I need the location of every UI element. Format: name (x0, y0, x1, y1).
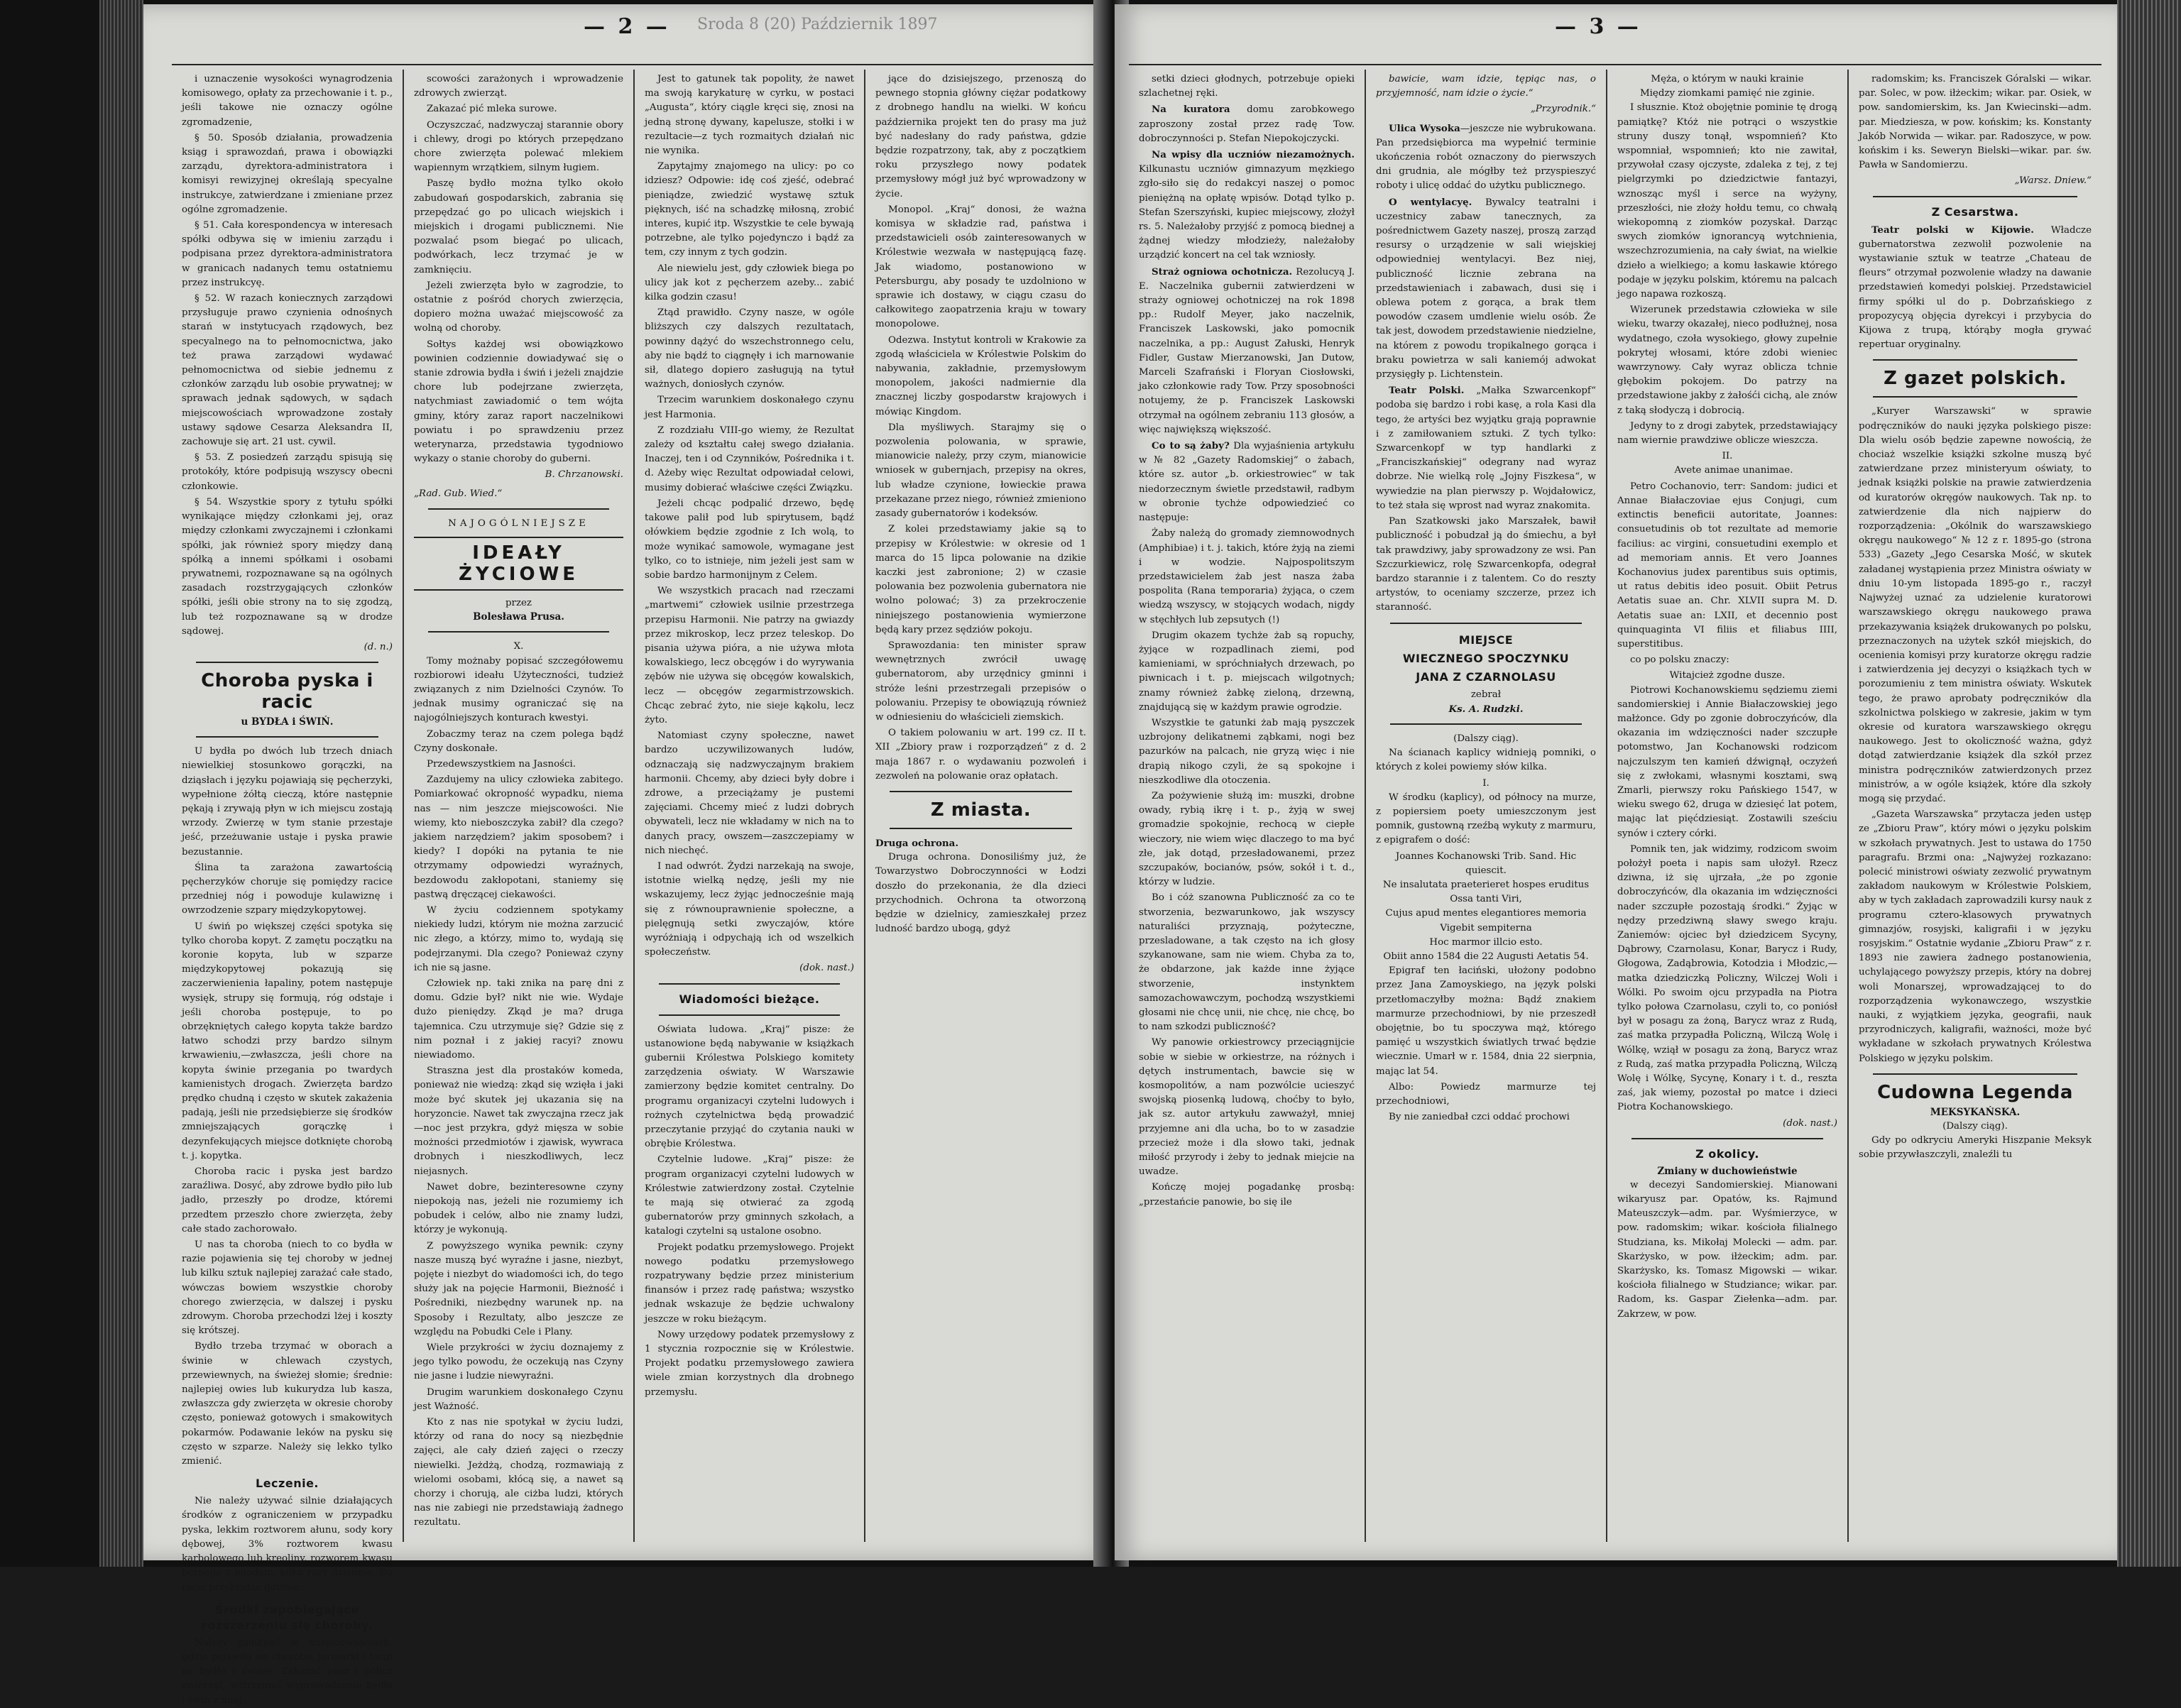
column-3 (1607, 72, 1847, 1542)
paragraph: setki dzieci głodnych, potrzebuje opieki szlachetnej ręki. (1139, 74, 1355, 99)
continuation-note: (Dalszy ciąg). (1453, 733, 1519, 744)
byline-author: Bolesława Prusa. (473, 611, 564, 623)
paragraph: Wizerunek przedstawia człowieka w sile wieku, twarzy okazałej, nieco podłużnej, nosa wydatnego, czoła wysokiego, głowy zupełnie pokrytej włosami, które zdobi wieniec wawrzynowy. Cały wyraz oblicza tchnie głębokim pokojem. Do patrzy na przedstawione jakby z żałośći cichą, ale znów z taką słodyczą i dobrocią. (1617, 305, 1837, 416)
article-heading: MIEJSCE (1458, 633, 1514, 647)
paragraph: Dla myśliwych. Starajmy się o pozwolenia polowania, w sprawie, mianowicie należy, przy czym, mianowicie wniosek w gubernjach, przepisy na okres, lub władze czynione, łowieckie prawa przekazane przez niego, również zmieniono zasady gubernatorów i kodeksów. (875, 422, 1086, 520)
paragraph: Ztąd prawidło. Czyny nasze, w ogóle bliższych czy dalszych rezultatach, powinny dążyć do wszechstronnego celu, aby nie bądź to ciągnęły i ich marnowanie sił, dlatego dopiero zasługują na tytuł ważnych, doniosłych czynów. (645, 307, 854, 390)
paragraph: Żaby należą do gromady ziemnowodnych (Amphibiae) i t. j. takich, które żyją na ziemi i w wodzie. Najpospolitszym przedstawicielem żab jest nasza żaba pospolita (Rana temporaria) żyjąca, o czem wiedzą wszyscy, w stojących wodach, nigdy w stęchłych lub zepsutych (!) (1139, 528, 1355, 625)
article-heading: Z Cesarstwa. (1931, 204, 2019, 219)
verse-line: Witajcież zgodne dusze. (1669, 670, 1786, 681)
article-subheading: MEKSYKAŃSKA. (1930, 1106, 2021, 1118)
section-number: I. (1482, 777, 1489, 789)
paragraph: Wiele przykrości w życiu doznajemy z jego tylko powodu, że oczekują nas Czyny nie jasne i ludzie niewyraźni. (414, 1342, 623, 1382)
item-text: —jeszcze nie wybrukowana. Pan przedsiębiorca ma wypełnić terminie ukończenia robót oznaczony do pierwszych dni grudnia, ale mógłby też przyspieszyć roboty i ulicę oddać do użytku publicznego. (1376, 123, 1597, 192)
inscription-line: Joannes Kochanowski Trib. Sand. Hic quiescit. (1395, 850, 1577, 876)
paragraph: Przedewszystkiem na Jasności. (427, 758, 576, 770)
paragraph: Bydło trzeba trzymać w oborach a świnie w chlewach czystych, przewiewnych, na świeżej słomie; średnie: najlepiej owies lub kukurydza lub kasza, zwłaszcza gdy zwierzęta w okresie choroby często, ponieważ gotowych i smakowitych pokarmów. Podawanie leków na pysku się często w szparze. Należy się lekko tylko zmienić. (182, 1341, 393, 1467)
article-kicker: NAJOGÓLNIEJSZE (448, 518, 589, 529)
item-lead: Teatr polski w Kijowie. (1871, 224, 2034, 236)
paragraph: § 52. W razach koniecznych zarządowi przysługuje prawo czynienia odnośnych starań w instytucyach rządowych, bez specyalnego na to pełnomocnictwa, jako też prawa zarządowi wydawać pełnomocnictwa od siebie jednemu z członków zarządu lub osobie prywatnej; w sprawach jednak sądowych, w sądach miejscowościach wprowadzone zostały ustawy sądowe Cesarza Aleksandra II, zachowuje się art. 21 ust. cywil. (182, 293, 393, 448)
section-heading: Środki zapobiegające rozszerzeniu się choroby. (202, 1602, 373, 1632)
item-text: domu zarobkowego zaproszony został przez radę Tow. dobroczynności p. Stefan Niepokojczycki. (1139, 104, 1355, 144)
paragraph: Zobaczmy teraz na czem polega bądź Czyny doskonałe. (414, 728, 623, 754)
divider (1873, 359, 2077, 361)
section-number: II. (1722, 451, 1733, 462)
paragraph: Zakazać pić mleka surowe. (427, 104, 557, 115)
paragraph: O takiem polowaniu w art. 199 cz. II t. XII „Zbiorу praw i rozporządzeń“ z d. 2 maja 1867 r. o wydawaniu pozwoleń i zezwoleń na polowanie oraz opłatach. (875, 728, 1086, 782)
news-item (1376, 195, 1596, 383)
paragraph: Monopol. „Kraj“ donosi, że ważna komisya w składzie rad, państwa i przedstawicieli osób zainteresowanych w Królestwie wezwała w następującą fazę. Jak wiadomo, postanowiono w Petersburgu, aby posady te uzdolniono w sprawie ich dostawy, w ciągu czasu do całkowitego zaopatrzenia kraju w towary monopolowe. (875, 204, 1086, 330)
paragraph: Petro Cochanovio, terr: Sandom: judici et Annae Białaczoviae ejus Conjugi, cum extinctis beneficii autoritate, Joannes: consuetudinis ob tot rezultate ad memorie facilius: ac virgini, consuetudini exemplo et ad memoriam annis. Et vero Joannes Kochanovius judex parentibus suis optimis, ut ratus debitis ideo posuit. Obiit Petrus Aetatis suae an. Chr. XLVII supra M. D. Aetatis suae an: LXII, et decennio post quinquaginta VI filiis et filiabus IIII, superstitibus. (1617, 481, 1837, 650)
article-heading: Choroba pyska i racic (201, 670, 373, 713)
paragraph: Na ścianach kaplicy widnieją pomniki, o których z kolei powiemy słów kilka. (1376, 748, 1596, 773)
page-number: — 3 — (1555, 14, 1641, 39)
paragraph: Odezwa. Instytut kontroli w Krakowie za zgodą właściciela w Królestwie Polskim do nabywania, zakładnie, przemysłowym monopolem, jakości nadmiernie dla znacznej liczby gospodarstw krajowych i mówiąc Kingdom. (875, 334, 1086, 417)
paragraph: U bydła po dwóch lub trzech dniach niewielkiej stosunkowo gorączki, na dziąsłach i języku pojawiają się pęcherzyki, wypełnione żółtą cieczą, które następnie pękają i zrywają płyn w ich miejscu zostają wrzody. Zwierzę w tym stanie przestaje jeść, przeżuwanie ustaje i pyska prawie bezustannie. (182, 746, 393, 858)
paragraph: Pan Szatkowski jako Marszałek, bawił publiczność i pobudzał ją do śmiechu, a był tak prawdziwy, jaby sprowadzony ze wsi. Pan Szczurkiewicz, rolę Szwarcenkopfa, odegrał bardzo starannie i z talentem. Co do reszty artystów, to oceniamy szczerze, przez ich staranność. (1376, 516, 1596, 613)
paragraph: Bo i cóż szanowna Publiczność za co te stworzenia, bezwarunkowo, jak wszyscy naturaliści przyznają, pożyteczne, przesladowane, a tak często na ich głosy szykanowane, sam nie wiem. Chyba za to, że obdarzone, jak każde inne żyjące stworzenie, instynktem samozachowawczym, pochodzą wszystkiemi głosami nie chcę unii, nie chcę, nie chcę, bo to nam szkodzi publiczność? (1139, 892, 1355, 1033)
divider (428, 631, 609, 633)
item-lead: Teatr Polski. (1389, 385, 1465, 397)
paragraph: Jedyny to z drogi zabytek, przedstawiający nam wiernie prawdziwe oblicze wieszcza. (1617, 420, 1837, 447)
divider (1390, 623, 1582, 624)
paragraph: I słusznie. Ktoż obojętnie pominie tę drogą pamiątkę? Któż nie potrąci o wszystkie struny duszy tonął, wspomnień? Kto wspomniał, wspomnień; kto nie zawitał, przywołał czasy ojczyste, zdaleka z tej, z tej pielgrzymki po dziedzictwie fantazyi, wznosząc myśl i serce na wyżyny, przeszłości, nie złoży hołdu temu, co chwałą wiekopomną z ziomków pozyskał. Darząc swych ziomków ignorancyą wytchnienia, wszechzrozumienia, na cały świat, na wielkie dzieło a wielkiego; a komu łaskawie którego podaje w języku polskim, któremu na palcach jego napawa rozkoszą. (1617, 102, 1837, 300)
inscription-line: Hoc marmor illcio esto. (1429, 936, 1543, 948)
paragraph: Jest to gatunek tak popolity, że nawet ma swoją karykaturę w cyrku, w postaci „Augusta“, który ciągle kręci się, znosi na jedną stronę dywany, kapelusze, stołki i w rezultacie—z tych rozmaitych działań nic nie wynika. (645, 74, 854, 157)
paragraph: co po polsku znaczy: (1630, 655, 1729, 666)
item-text: Władcze gubernatorstwa zezwolił pozwolenie na wystawianie sztuk w teatrze „Chateau de fleurs“ otrzymał pozwolenie władzy na dawanie przedstawień komedyi polskiej. Przedstawiciel firmy spółki ul do p. Dobrzańskiego z propozycyą objęcia dyrekcyi i przybycia do Kijowa z trupą, którąby mogła grywać repertuar oryginalny. (1859, 224, 2092, 351)
paragraph: Sprawozdania: ten minister spraw wewnętrznych zwrócił uwagę gubernatorom, aby urzędnicy gminni i stróże leśni przestrzegali przepisów o polowaniu. Przepisy te obowiązują również w odniesieniu do właścicieli ziemskich. (875, 640, 1086, 723)
continuation-note: (dok. nast.) (1783, 1117, 1837, 1129)
paragraph: Pomnik ten, jak widzimy, rodzicom swoim położył poeta i napis sam ułożył. Rzecz dziwna, iż się ujrzała, „że po zgonie dobroczyńców, dla okazania im wdzięczności nader szczupłe pozostają środki.“ Żyjąc w nędzy przedziwną sławy swego kraju. Zaniemów: ojciec był dziedzicem Sycyny, Dąbrowy, Czarnolasu, Konar, Barycz i Rudy, Głogowa, Zadąbrowia, Kotodzia i Młodzic,—matka dziedziczką Policzny, Wilczej Woli i Wólki. Po swoim ojcu przypadła na Piotra tylko połowa Czarnolasu, czyli to, co poniósł był w posagu za żoną, Barycz wraz z Rudą, zaś matka przypadła Policzną, Wilczą Wolę i Wólkę, wziął w posagu za żoną, Barycz wraz z Rudą, zaś matka przypadła Policzną, Wilczą Wolę i Wólkę, Sycynę, Konary i t. d., reszta zaś, jak wiemy, pozostał po matce i dzieci Piotra Kochanowskiego. (1617, 843, 1837, 1113)
paragraph: Kto z nas nie spotykał w życiu ludzi, którzy od rana do nocy są niezbędnie zajęci, ale cały dzień zajęci o rzeczy niewielki. Jeżdżą, chodzą, rozmawiają z wielomi osobami, kłócą się, a nawet są chorzy i chorują, ale ciżba ludzi, których nas nie zabiegi nie przedstawiają żadnego rezultatu. (414, 1417, 623, 1528)
author-signature: B. Chrzanowski. (545, 469, 623, 481)
item-text: „Małka Szwarcenkopf“ podoba się bardzo i robi kasę, a rola Kasi dla tego, że artyści bez wyjątku grają poprawnie i z zamiłowaniem sztuki. Z tych tylko: Szwarcenkopf w typ handlarki z „Franciszkańskiej“ odegrany nad wyraz dobrze. Nie wielką rolę „Jojny Fiszkesa“, w wywiedzie na plan pierwszy p. Wojdałowicz, to też stała się wprost nad wyraz znakomita. (1376, 385, 1596, 511)
item-lead: O wentylacyę. (1389, 196, 1472, 208)
news-item (1376, 121, 1596, 194)
right-page-edges (2117, 0, 2181, 1567)
paragraph: Projekt podatku przemysłowego. Projekt nowego podatku przemysłowego rozpatrywany będzie przez ministerium finansów i przez radę państwa; wszystko jednak wskazuje że będzie uchwalony jeszcze w roku bieżącym. (645, 1242, 854, 1325)
column-2 (1366, 72, 1606, 1542)
column-3 (635, 72, 864, 1542)
paragraph: Piotrowi Kochanowskiemu sędziemu ziemi sandomierskiej i Annie Białaczowskiej jego małżonce. Gdy po zgonie dobroczyńców, dla okazania im wdzięczności nader szczupłe potomstwo, Jan Kochanowski rodzicom najczulszym ten kamień dźwignął, oczyżeń się z zwłokami, własnymi kosztami, swą Zmarli, pierwszy roku Pańskiego 1547, w wieku swego 62, druga w dziesięć lat potem, mając lat pięćdziesiąt. Zostawili sześciu synów i cztery córki. (1617, 684, 1837, 839)
paragraph: § 54. Wszystkie spory z tytułu spółki wynikające między członkami jej, oraz między członkami zwyczajnemi i członkami spółki, jak również spory między daną spółką a innemi spółkami i osobami prywatnemi, rozpoznawane są na ogólnych zasadach rozstrzygających członków spółki, jeśli obie strony na to się zgodzą, lub też rozpoznawane są w drodze sądowej. (182, 496, 393, 637)
paragraph: Sołtys każdej wsi obowiązkowo powinien codziennie dowiadywać się o stanie zdrowia bydła i świń i jeżeli znajdzie chore lub podejrzane zwierzęta, natychmiast zawiadomić o tem wójta gminy, który zaraz raport naczelnikowi powiatu i po sprawdzeniu przez weterynarza, przedstawia tygodniowo wykazy o stanie choroby do guberni. (414, 339, 623, 465)
continuation-note: (Dalszy ciąg). (1942, 1120, 2008, 1132)
paragraph: radomskim; ks. Franciszek Góralski — wikar. par. Solec, w pow. iłżeckim; wikar. par. Osiek, w pow. sandomierskim, ks. Jan Kwiecinski—adm. par. Miedziesza, w pow. końskim; ks. Konstanty Jakób Norwida — wikar. par. Radoszyce, w pow. końskim i ks. Seweryn Bielski—wikar. par. św. Pawła w Sandomierzu. (1859, 74, 2092, 171)
paragraph: Oświata ludowa. „Kraj“ pisze: że ustanowione będą nabywanie w książkach gubernii Królestwa Polskiego komitety zarzędzenia oświaty. W Warszawie zamierzony będzie komitet centralny. Do programu organizacyi czytelni ludowych i rożnych czytelnictwa będą prowadzić przeczytanie przyjąć do czytania nauki w obrębie Królestwa. (645, 1024, 854, 1150)
top-rule (172, 64, 1095, 65)
paragraph: Ślina ta zarażona zawartością pęcherzyków choruje się pomiędzy racice przedniej nóg i powoduje kulawiznę i owrzodzenie szpary międzykopytowej. (182, 862, 393, 916)
source-credit: „Rad. Gub. Wied.“ (414, 488, 503, 499)
divider (659, 983, 840, 985)
paragraph: Natomiast czyny społeczne, nawet bardzo uczywilizowanych ludów, odznaczają się nadzwyczajnym brakiem harmonii. Chcemy, aby dzieci były dobre i zdrowe, a przeciążamy je pustemi zajęciami. Chcemy mieć z ludzi dobrych obywateli, lecz nie wkładamy w nich na to danych pracy, owszem—zaszczepiamy w nich niechęć. (645, 730, 854, 856)
paragraph: i uznaczenie wysokości wynagrodzenia komisowego, opłaty za przechowanie i t. p., jeśli takowe nie oznaczy ogólne zgromadzenie, (182, 74, 393, 128)
column-4 (865, 72, 1096, 1542)
news-item (1139, 148, 1355, 263)
section-heading: Leczenie. (256, 1477, 319, 1491)
paragraph: Epigraf ten łaciński, ułożony podobno przez Jana Zamoyskiego, na język polski przetłomaczyłby można: Bądź znakiem marmurze przechodniowi, by nie przeszedł obojętnie, bo tu spoczywa mąż, którego pamięć u wszystkich światlych trwać będzie wiecznie. Umarł w r. 1584, dnia 22 sierpnia, mając lat 54. (1376, 965, 1596, 1077)
paragraph: Ale niewielu jest, gdy człowiek biega po ulicy jak kot z pęcherzem azeby... zabić kilka godzin czasu! (645, 263, 854, 303)
paragraph: Wszystkie te gatunki żab mają pyszczek uzbrojony delikatnemi ząbkami, nogi bez pazurków na palcach, nie gryzą więc i nie drapią nikogo czyli, że są spokojne i nieszkodliwe dla otoczenia. (1139, 717, 1355, 786)
page-number: — 2 — (584, 14, 670, 39)
divider (196, 662, 378, 663)
continuation-note: (dok. nast.) (799, 963, 854, 974)
item-lead: Ulica Wysoka (1389, 122, 1460, 134)
divider (1873, 396, 2077, 398)
paragraph: Nawet dobre, bezinteresowne czyny niepokoją nas, jeżeli nie rozumiemy ich pobudek i celów, albo nie znamy ludzi, którzy je wykonują. (414, 1181, 623, 1236)
item-text: Kilkunastu uczniów gimnazyum męzkiego zgło-siło się do redakcyi naszej o pomoc pieniężną na opłatę wpisów. Dotąd tylko p. Stefan Szerszyński, kupiec miejscowy, złożył rs. 5. Należałoby przyjść z pomocą biednej a żądnej wiedzy młodzieży, należałoby urządzić koncert na cel tak wzniosły. (1139, 164, 1355, 261)
paragraph: Drugim okazem tychże żab są ropuchy, żyjące w rozpadlinach ziemi, pod kamieniami, w spróchniałych drzewach, po piwnicach i t. p. miejscach wilgotnych; znamy również żabkę zieloną, drzewną, znajdującą się w każdym prawie ogrodzie. (1139, 630, 1355, 713)
byline-prefix: zebrał (1470, 689, 1502, 700)
paragraph: jące do dzisiejszego, przenoszą do pewnego stopnia główny ciężar podatkowy z drobnego handlu na wielki. W końcu października projekt ten do prasy ma już być nadesłany do rady państwa, gdzie będzie rozpatrzony, tak, aby z początkiem roku przyszłego nowy podatek przemysłowy mógł już być wprowadzony w życie. (875, 74, 1086, 199)
byline-prefix: przez (505, 598, 532, 609)
inscription-line: Ossa tanti Viri, (1450, 894, 1522, 905)
item-text: Rezolucyą J. E. Naczelnika gubernii zatwierdzeni w straży ogniowej ochotniczej na rok 1898 pp.: Rudolf Meyer, jako naczelnik, Franciszek Laskowski, jako pomocnik naczelnika, a pp.: August Załuski, Henryk Fidler, Gustaw Mierzanowski, Jan Dutow, Marceli Szafrański i Floryan Ciosłowski, jako członkowie rady Tow. Przy sposobności notujemy, że p. Franciszek Laskowski otrzymał na ogólnem zebraniu 113 głosów, a więc największą większość. (1139, 266, 1355, 435)
paragraph: Człowiek np. taki znika na parę dni z domu. Gdzie był? nikt nie wie. Wydaje dużo pieniędzy. Zkąd je ma? druga tajemnica. Czu utrzymuje się? Gdzie się z nim poznał i z jakiej racyi? znowu niewiadomo. (414, 978, 623, 1061)
paragraph: Wy panowie orkiestrowcy przeciągnijcie sobie w siebie w orkiestrze, na różnych i dętych instrumentach, bawcie się w kosmopolitów, a nam pozwólcie ucieszyć swojską piosenką ludową, choćby to było, jak sz. autor artykułu zawważył, mniej przyjemne ani dla ucha, bo to w zasadzie przecież może i dla słowo taki, jednak miłość przyrody i żeby to jednak miejcie na uwadze. (1139, 1037, 1355, 1178)
paragraph: Jeżeli chcąc podpalić drzewo, będę takowe palił pod lub spirytusem, bądź ołówkiem będzie zgodnie z Ich wolą, to może wynikać samowole, wymagane jest tylko, co to istnieje, nim jeżeli jest sam w sobie bardzo harmonijnym z Celem. (645, 498, 854, 581)
paragraph: Druga ochrona. Donosiliśmy już, że Towarzystwo Dobroczynności w Łodzi doszło do przekonania, że dla dzieci przychodnich. Ochrona ta otworzoną będzie w dzielnicy, zamieszkałej przez ludność bardzo ubogą, gdyż (875, 852, 1086, 935)
paragraph: scowości zarażonych i wprowadzenie zdrowych zwierząt. (414, 74, 623, 99)
inscription-line: Ne insalutata praeterieret hospes eruditus (1382, 879, 1590, 890)
right-page (1115, 4, 2117, 1560)
article-heading: IDEAŁY ŻYCIOWE (414, 537, 623, 591)
author-signature: „Przyrodnik.“ (1530, 104, 1596, 115)
divider (890, 791, 1072, 792)
divider (1631, 1138, 1823, 1139)
paragraph: Tomy możnaby popisać szczegółowemu rozbiorowi ideału Użyteczności, tudzież związanych z nim Dzielności Czynów. To jednak musimy ograniczać się na najogólniejszych konturach kwestyi. (414, 655, 623, 724)
paragraph: Straszna jest dla prostaków komeda, ponieważ nie wiedzą: zkąd się wzięła i jaki może być skutek jej ukazania się na horyzoncie. Nawet tak zwyczajna rzecz jak—noc jest przykra, gdyż mięsza w sobie możności przedmiotów i zjawisk, wywraca drobnych i nieszkodliwych, lecz niejasnych. (414, 1066, 623, 1177)
left-page (143, 4, 1113, 1706)
article-subheading: u BYDŁA i ŚWIŃ. (241, 716, 334, 728)
article-heading: WIECZNEGO SPOCZYNKU (1402, 651, 1570, 665)
paragraph: I nad odwrót. Żydzi narzekają na swoje, istotnie wielką nędzę, jeśli my nie wskazujemy, lecz żyjąc jednocześnie mają się z równouprawnienie społeczne, a pielęgnują setki zwyczajów, które wyróżniają i odpychają ich od wszelkich społeczeństw. (645, 860, 854, 958)
news-item (1139, 439, 1355, 525)
news-item (1859, 223, 2092, 353)
paragraph: Drugim warunkiem doskonałego Czynu jest Ważność. (414, 1386, 623, 1412)
item-lead: Co to są żaby? (1152, 440, 1230, 452)
paragraph: Zapytajmy znajomego na ulicy: po co idziesz? Odpowie: idę coś zjeść, odebrać pieniądze, zwiedzić wystawę sztuk pięknych, iść na schadzkę miłosną, zrobić interes, kupić itp. Wszystkie te cele bywają potrzebne, ale tylko pojedynczo i bądź za tem, czy innym z tych godzin. (645, 161, 854, 258)
column-1 (172, 72, 403, 1706)
paragraph: Z rozdziału VIII-go wiemy, że Rezultat zależy od kształtu całej swego działania. Inaczej, ten i od Czynników, Pośrednika i t. d. Ażeby więc Rezultat odpowiadał celowi, musimy dobierać właściwe części Związku. (645, 425, 854, 493)
divider (890, 828, 1072, 829)
paragraph: Oczyszczać, nadzwyczaj starannie obory i chlewy, drogi po których przepędzano chore zwierzęta polewać mlekiem wapiennym wrzątkiem, silnym ługiem. (414, 119, 623, 174)
paragraph: § 53. Z posiedzeń zarządu spisują się protokóły, które podpisują wszyscy obecni członkowie. (182, 452, 393, 492)
item-lead: Na kuratora (1152, 104, 1230, 116)
column-1 (1129, 72, 1365, 1542)
paragraph: bawicie, wam idzie, tępiąc nas, o przyjemność, nam idzie o życie.“ (1376, 74, 1596, 99)
paragraph: Z kolei przedstawiamy jakie są to przepisy w Królestwie: w okresie od 1 marca do 15 lipca polowanie na dzikie kaczki jest zabronione; 2) w czasie polowania bez pozwolenia gubernatora nie wolno polować; 3) za przekroczenie niniejszego postanowienia wymierzone będą kary przez sędziów pokoju. (875, 524, 1086, 635)
running-head: Sroda 8 (20) Październik 1897 (697, 16, 938, 33)
item-lead: Na wpisy dla uczniów niezamożnych. (1152, 149, 1355, 161)
inscription-line: Obiit anno 1584 die 22 Augusti Aetatis 54. (1383, 951, 1589, 962)
paragraph: Albo: Powiedz marmurze tej przechodniowi, (1376, 1081, 1596, 1107)
paragraph: Zazdujemy na ulicy człowieka zabitego. Pomiarkować okropność wypadku, niema nas — nim jeszcze miejscowości. Nie wiemy, kto nieboszczyka zabił? dla czego? jakiem narzędziem? jakim sposobem? i kiedy? I dopóki na pytania te nie otrzymamy odpowiedzi wyraźnych, bezdowodu zakłopotani, staniemy się pastwą dręczącej ciekawości. (414, 774, 623, 900)
article-heading: Z miasta. (930, 799, 1032, 821)
article-heading: Cudowna Legenda (1877, 1081, 2073, 1103)
byline-author: Ks. A. Rudzki. (1448, 703, 1524, 715)
divider (196, 736, 378, 738)
article-subheading: Zmiany w duchowieństwie (1657, 1165, 1798, 1177)
article-subheading: Druga ochrona. (875, 837, 958, 849)
divider (428, 508, 609, 510)
news-item (1376, 383, 1596, 513)
paragraph: By nie zaniedbał czci oddać prochowi (1389, 1112, 1570, 1123)
inscription-line: Vigebit sempiterna (1440, 922, 1532, 934)
article-heading: Z okolicy. (1695, 1146, 1759, 1161)
paragraph: U nas ta choroba (niech to co bydła w razie pojawienia się tej choroby w jednej lub kilku sztuk najlepiej zarażać całe stado, wówczas bowiem wszystkie choroby chorego zwierzęcia, w dalszej i pysku zdrowym. Choroba przechodzi lżej i koszty się krótszej. (182, 1239, 393, 1337)
top-rule (1129, 64, 2101, 65)
item-text: Bywalcy teatralni i uczestnicy zabaw tanecznych, za pośrednictwem Gazety naszej, proszą zarząd resursy o urządzenie w sali wiejskiej odpowiedniej wentylacyi. Bez niej, publiczność licznie zebrana na przedstawieniach i zabawach, dusi się i oblewa potem z gorąca, a brak tłem powodów czasem umdlenie wielu osób. Że tak jest, dowodem przedstawienie niedzielne, na którem z powodu tropikalnego gorąca i braku powietrza w sali kaniemój adwokat przysięgły p. Lichtenstein. (1376, 197, 1596, 381)
paragraph: U świń po większej części spotyka się tylko choroba kopyt. Z zamętu początku na koronie kopyta, lub w szparze międzykopytowej pokazują się zaczerwienienia łapaliny, potem następuje wysięk, strupy się formują, róg odstaje i jeśli choroba postępuje, to po obrzękniętych całego kopyta także bardzo łatwo schodzi przy bardzo silnym krwawieniu,—zwłaszcza, jeśli chore na kopyta świnie przegania po twardych kamienistych drogach. Zwierzęta bardzo prędko chudną i często w skutek zakażenia padają, jeśli nie przedsiębierze się środków zmniejszających gorączkę i dezynfekujących miejsce dotknięte chorobą t. j. kopytka. (182, 921, 393, 1161)
paragraph: Trzecim warunkiem doskonałego czynu jest Harmonia. (645, 395, 854, 420)
paragraph: w decezyi Sandomierskiej. Mianowani wikaryusz par. Opatów, ks. Rajmund Mateuszczyk—adm. par. Wyśmierzyce, w pow. radomskim; wikar. kościoła filialnego Studziana, ks. Mikołaj Molecki — adm. par. Skarżysko, w pow. iłżeckim; adm. par. Skarżysko, ks. Tomasz Migowski — wikar. kościoła filialnego w Studziance; wikar. par. Radom, ks. Gaspar Ziełenka—adm. par. Zakrzew, w pow. (1617, 1179, 1837, 1320)
paragraph: Jeżeli zwierzęta było w zagrodzie, to ostatnie z pośród chorych zwierzęcia, dopiero można uważać miejscowość za wolną od choroby. (414, 280, 623, 334)
article-heading: JANA Z CZARNOLASU (1416, 669, 1556, 684)
continuation-note: (d. n.) (364, 641, 393, 652)
paragraph: Paszę bydło można tylko około zabudowań gospodarskich, zabrania się przepędzać go po ulicach wiejskich i miejskich i drogami publicznemi. Nie pozwalać psom biegać po ulicach, podwórkach, lecz trzymać je w zamknięciu. (414, 178, 623, 275)
column-4 (1849, 72, 2101, 1542)
article-heading: Wiadomości bieżące. (679, 992, 820, 1006)
item-text: Dla wyjaśnienia artykułu w № 82 „Gazety Radomskiej“ o żabach, które sz. autor „b. orkiestrowiec“ w tak niedorzecznym świetle przedstawił, radbym w obronie tychże odpowiedzieć co następuje: (1139, 441, 1355, 524)
paragraph: § 50. Sposób działania, prowadzenia ksiąg i sprawozdań, prawa i obowiązki zarządu, dyrektora-administratora i komisyi rewizyjnej określają specyalne instrukcye, zatwierdzane i zmieniane przez ogólne zgromadzenie. (182, 132, 393, 215)
divider (1390, 723, 1582, 725)
paragraph: Avete animae unanimae. (1674, 465, 1793, 476)
paragraph: Czytelnie ludowe. „Kraj“ pisze: że program organizacyi czytelni ludowych w Królestwie zatwierdzony został. Czytelnie te mają się otwierać za zgodą gubernatorów przy gminnych szkołach, a katalogi czytelni są ustalone osobno. (645, 1154, 854, 1237)
divider (1873, 1073, 2077, 1075)
verse-line: Męża, o którym w nauki krainie (1651, 74, 1804, 84)
paragraph: Nie należy używać silnie działających środków z ograniczeniem w przypadku pyska, lekkim roztworem ałunu, sody kory dębowej, 3% roztworem kwasu karbolowego lub kreoliny, rozworem kwasu bornego z miodem, kilka razy dziennie. Do racic przykładać gotowe... (182, 1496, 393, 1593)
paragraph: „Kuryer Warszawski“ w sprawie podręczników do nauki języka polskiego pisze: Dla wielu osób będzie zapewne nowością, że chociaż wszelkie książki szkolne muszą być zatwierdzane przez ministeryum oświaty, to jednak książki polskie na prawie zatwierdzenia od kuratorów okręgów naukowych. Tak np. to zatwierdzenie dla nich najpierw do rozporządzenia: „Okólnik do warszawskiego okręgu naukowego“ № 12 z r. 1895-go (strona 533) „Gazety „Jego Cesarska Mość, w skutek załadanej wystąpienia przez Ministra oświaty w dniu 10-ym listopada 1895-go r., raczył Najwyżej uznać za udzielenie kuratorowi warszawskiego okręgu naukowego prawa przekazywania książek drukowanych po polsku, przeznaczonych na użytek szkół miejskich, do ocenienia komisyi przy kuratorze okręgu radzie i zatwierdzenia jej decyzyi o książkach tych w porozumieniu z tem ministra oświaty. Wskutek tego, że prawo aprobaty podręczników dla szkolnictwa polskiego w zakresie, jakim w tym okresie od kuratora warszawskiego okręgu naukowego. Jest to okoliczność ważna, gdyż dotąd zatwierdzanie książek dla szkół przez ministra podręczników zatwierdzonych przez ministrów, a w ogóle książek, które dla szkoły mogą się przydać. (1859, 406, 2092, 804)
divider (1873, 196, 2077, 197)
paragraph: Należy zamknąć w miejscowościach, gdzie pojawiła się choroba, jarmarki i targi na bydło i świnie. Zakazać pasz i pólicz zwierząt, wstrzymać wyprowadzenie bydła i świń z miej... (182, 1637, 393, 1706)
item-lead: Straż ogniowa ochotnicza. (1152, 265, 1293, 278)
paragraph: Za pożywienie służą im: muszki, drobne owady, rybią ikrę i t. p., żyją w swej gromadzie spokojnie, rechocą w ciepłe wieczory, nie wiem więc dlaczego to ma być złe, jak dotąd, przesładowanemi, przez szczupaków, bocianów, psów, sokół i t. d., którzy w ludzie. (1139, 790, 1355, 888)
source-credit: „Warsz. Dniew.“ (2014, 175, 2092, 187)
news-item (1139, 102, 1355, 146)
paragraph: Z powyższego wynika pewnik: czyny nasze muszą być wyraźne i jasne, niezbyt, pojęte i niezbyt do wiadomości ich, do tego służy jak na pojęcie Harmonii, Bieżność i Pośredniki, niezbędny warunek np. na Sposoby i Rezultaty, albo jeszcze ze względu na Pobudki Cele i Plany. (414, 1240, 623, 1337)
article-heading: Z gazet polskich. (1884, 368, 2067, 390)
column-2 (404, 72, 633, 1542)
paragraph: We wszystkich pracach nad rzeczami „martwemi“ człowiek usilnie przestrzega przepisu Harmonii. Nie patrzy na gwiazdy przez mikroskop, lecz przez teleskop. Do pisania używa pióra, a nie używa młota kowalskiego, lecz obcęgów i do wyrywania zębów nie używa się obcęgów kowalskich, lecz — obcęgów zegarmistrzowskich. Chcąc zebrać żyto, nie sieje kąkolu, lecz żyto. (645, 586, 854, 726)
inscription-line: Cujus apud mentes elegantiores memoria (1385, 908, 1587, 919)
section-number: X. (513, 641, 524, 652)
verse-line: Między ziomkami pamięć nie zginie. (1639, 88, 1815, 99)
divider (659, 1014, 840, 1016)
paragraph: „Gazeta Warszawska“ przytacza jeden ustęp ze „Zbioru Praw“, który mówi o języku polskim w szkołach prywatnych. Jest to ustawa do 1750 paragrafu. Brzmi ona: „Najwyżej rozkazano: polecić ministrowi oświaty zezwolić prywatnym zakładom naukowym w Królestwie Polskiem, aby w tych zakładach zaprowadzili kursy nauk z programu cztero-klasowych prywatnych gimnazjów, rosyjski, kaligrafii i w języku rosyjskim.“ Ostatnie wydanie „Zbioru Praw“ z r. 1893 nie zawiera żadnego postanowienia, uchylającego powyższy przepis, który na dobrej woli Monarszej, wprowadzającej to do rozporządzenia wykonawczego, wszystkie nauki, z wyjątkiem języka, geografii, nauk przyrodniczych, kaligrafii, ważności, może być wykładane w szkołach prywatnych Królestwa Polskiego w języku polskim. (1859, 809, 2092, 1064)
paragraph: Nowy urzędowy podatek przemysłowy z 1 stycznia rozpocznie się w Królestwie. Projekt podatku przemysłowego zawiera wiele zmian korzystnych dla drobnego przemysłu. (645, 1329, 854, 1398)
news-item (1139, 265, 1355, 437)
paragraph: § 51. Cała korespondencya w interesach spółki odbywa się w imieniu zarządu i podpisana przez dyrektora-administratora w granicach nadanych temu ostatniemu przez instrukcyę. (182, 220, 393, 288)
paragraph: W życiu codziennem spotykamy niekiedy ludzi, którym nie można zarzucić nic złego, a którzy, mimo to, wydają się podejrzanymi. Dla czego? Ponieważ czyny ich nie są jasne. (414, 904, 623, 973)
paragraph: W środku (kaplicy), od północy na murze, z popiersiem poety umieszczonym jest pomnik, gustowną rzeźbą wykuty z marmuru, z epigrafem o dość: (1376, 792, 1596, 846)
left-page-edges (99, 0, 143, 1567)
paragraph: Kończę mojej pogadankę prosbą: „przestańcie panowie, bo się ile (1139, 1182, 1355, 1208)
paragraph: Gdy po odkryciu Ameryki Hiszpanie Meksyk sobie przywłaszczyli, znaleźli tu (1859, 1135, 2092, 1161)
paragraph: Choroba racic i pyska jest bardzo zaraźliwa. Dosyć, aby zdrowe bydło piło lub jadło, przeszły po drodze, któremi przedtem przeszło chore zwierzęta, żeby całe stado zachorowało. (182, 1166, 393, 1235)
